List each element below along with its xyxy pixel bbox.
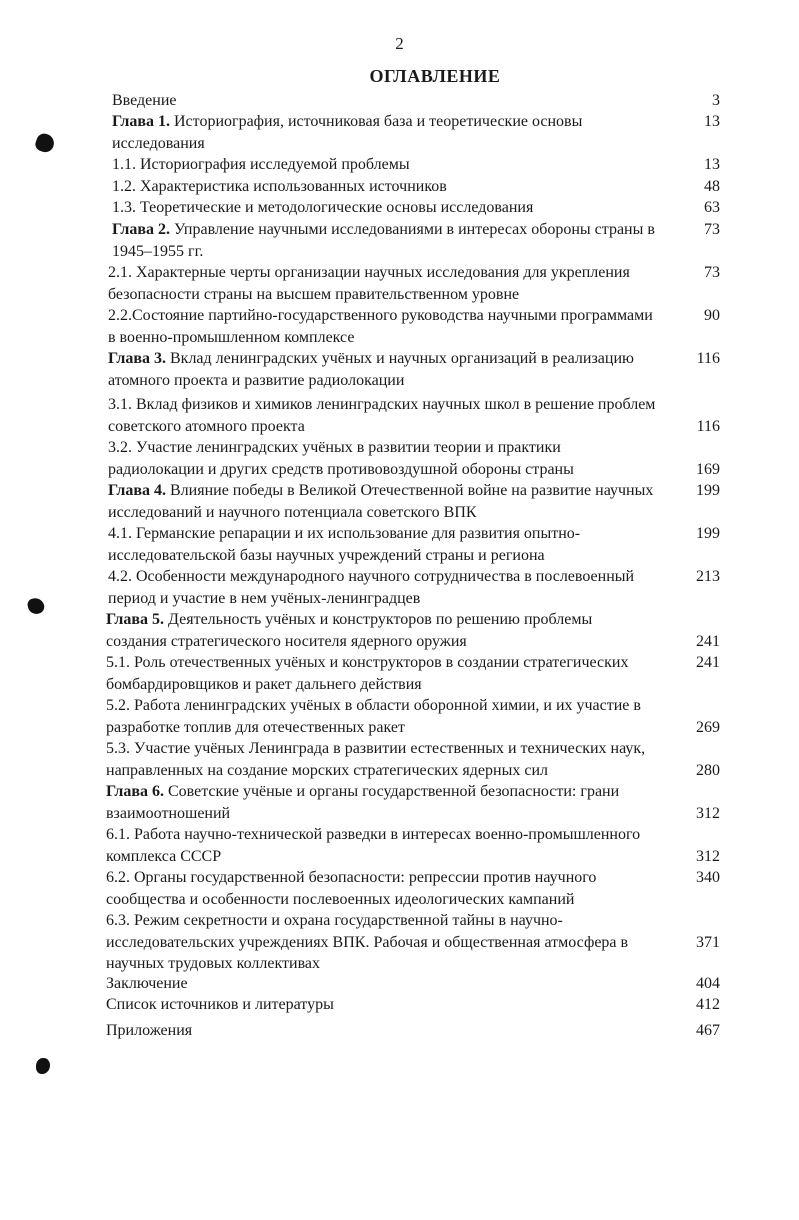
entry-page: 340 [696, 869, 720, 886]
entry-page: 63 [704, 199, 720, 216]
entry-chapter-label: Глава 3. [108, 350, 166, 367]
entry-page: 73 [704, 221, 720, 238]
entry-title: Управление научными исследованиями в интересах обороны страны в 1945–1955 гг. [112, 221, 655, 260]
entry-title: 5.1. Роль отечественных учёных и конструкторов в создании стратегических бомбардировщиков и ракет дальнего действия [106, 654, 629, 693]
entry-title: Приложения [106, 1022, 193, 1039]
entry-chapter-label: Глава 6. [106, 783, 164, 800]
entry-page: 269 [696, 719, 720, 736]
entry-title: 3.1. Вклад физиков и химиков ленинградских научных школ в решение проблем советского атомного проекта [108, 396, 656, 435]
entry-title: 5.3. Участие учёных Ленинграда в развитии естественных и технических наук, направленных на создание морских стратегических ядерных сил [106, 740, 646, 779]
entry-title: Советские учёные и органы государственной безопасности: грани взаимоотношений [106, 783, 620, 822]
entry-title: 4.1. Германские репарации и их использование для развития опытно-исследовательской базы научных учреждений страны и региона [108, 525, 581, 564]
entry-page: 13 [704, 156, 720, 173]
entry-title: 2.1. Характерные черты организации научных исследования для укрепления безопасности страны на высшем правительственном уровне [108, 264, 630, 303]
entry-page: 280 [696, 762, 720, 779]
punch-hole-mark-bottom [36, 1058, 50, 1074]
entry-title: 6.1. Работа научно-технической разведки в интересах военно-промышленного комплекса СССР [106, 826, 641, 865]
entry-title: 6.3. Режим секретности и охрана государственной тайны в научно-исследовательских учреждениях ВПК. Рабочая и общественная атмосфера в научных трудовых коллективах [106, 912, 629, 972]
entry-title: Историография, источниковая база и теоретические основы исследования [112, 113, 583, 152]
entry-title: Заключение [106, 975, 188, 992]
entry-page: 467 [696, 1022, 720, 1039]
entry-page: 13 [704, 113, 720, 130]
entry-page: 241 [696, 633, 720, 650]
entry-page: 116 [696, 350, 720, 367]
entry-page: 199 [696, 482, 720, 499]
entry-page: 371 [696, 934, 720, 951]
entry-page: 169 [696, 461, 720, 478]
entry-title: Введение [112, 92, 177, 109]
entry-chapter-label: Глава 5. [106, 611, 164, 628]
entry-page: 412 [696, 996, 720, 1013]
punch-hole-mark-top [33, 131, 56, 154]
entry-chapter-label: Глава 1. [112, 113, 170, 130]
entry-title: Вклад ленинградских учёных и научных организаций в реализацию атомного проекта и развитие радиолокации [108, 350, 634, 389]
toc-title: ОГЛАВЛЕНИЕ [369, 66, 501, 86]
entry-title: 1.1. Историография исследуемой проблемы [112, 156, 410, 173]
entry-title: 4.2. Особенности международного научного сотрудничества в послевоенный период и участие в нем учёных-ленинградцев [108, 568, 635, 607]
entry-title: 1.2. Характеристика использованных источников [112, 178, 447, 195]
entry-chapter-label: Глава 2. [112, 221, 170, 238]
entry-page: 213 [696, 568, 720, 585]
entry-page: 312 [696, 848, 720, 865]
entry-title: Влияние победы в Великой Отечественной войне на развитие научных исследований и научного потенциала советского ВПК [108, 482, 654, 521]
entry-page: 199 [696, 525, 720, 542]
entry-page: 312 [696, 805, 720, 822]
punch-hole-mark-middle [26, 596, 46, 616]
entry-chapter-label: Глава 4. [108, 482, 166, 499]
entry-page: 116 [696, 418, 720, 435]
entry-page: 241 [696, 654, 720, 671]
page-number: 2 [395, 34, 404, 53]
entry-title: 5.2. Работа ленинградских учёных в области оборонной химии, и их участие в разработке топлив для отечественных ракет [106, 697, 641, 736]
entry-page: 73 [704, 264, 720, 281]
entry-page: 48 [704, 178, 720, 195]
entry-title: 1.3. Теоретические и методологические основы исследования [112, 199, 534, 216]
entry-page: 3 [712, 92, 720, 109]
entry-title: 6.2. Органы государственной безопасности: репрессии против научного сообщества и особенности послевоенных идеологических кампаний [106, 869, 597, 908]
entry-title: Список источников и литературы [106, 996, 334, 1013]
entry-title: Деятельность учёных и конструкторов по решению проблемы создания стратегического носителя ядерного оружия [106, 611, 593, 650]
entry-title: 2.2.Состояние партийно-государственного руководства научными программами в военно-промышленном комплексе [108, 307, 653, 346]
entry-page: 404 [696, 975, 720, 992]
entry-page: 90 [704, 307, 720, 324]
entry-title: 3.2. Участие ленинградских учёных в развитии теории и практики радиолокации и других средств противовоздушной обороны страны [108, 439, 574, 478]
